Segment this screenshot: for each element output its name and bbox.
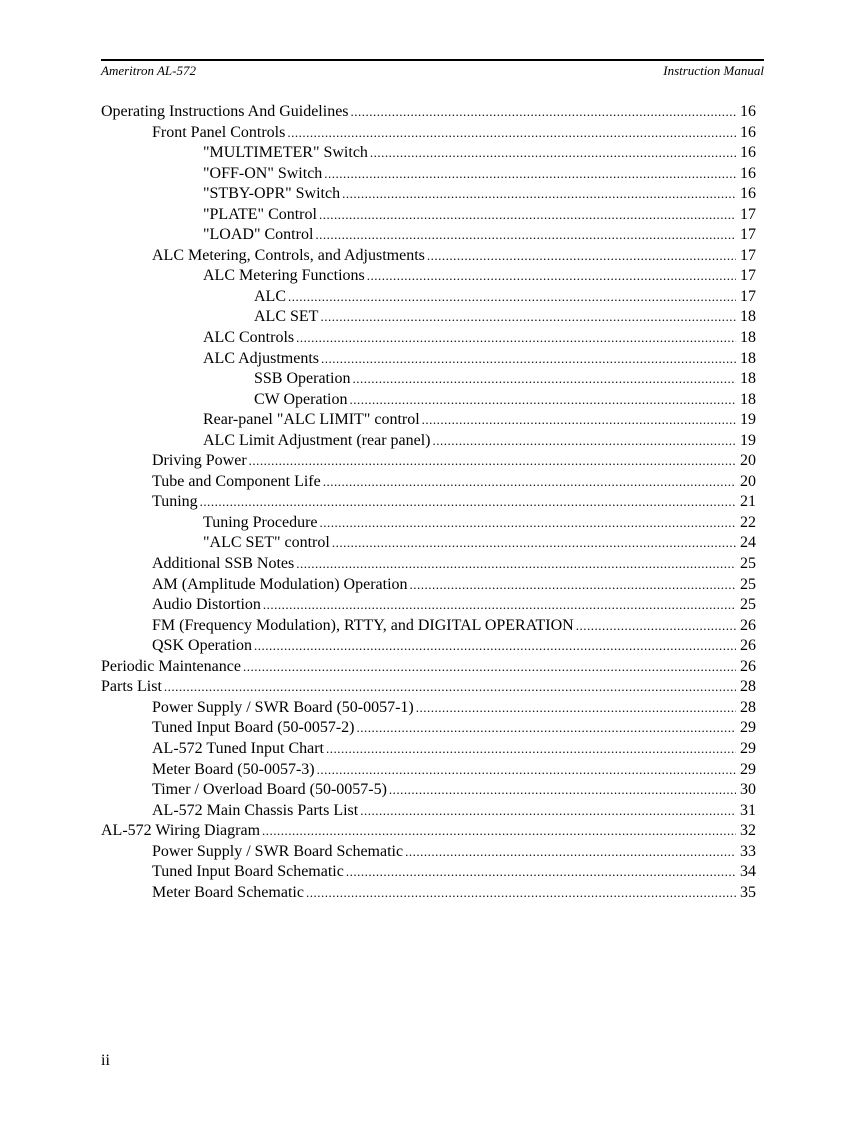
toc-entry[interactable]: [101, 266, 756, 287]
toc-dot-leader: [254, 636, 736, 657]
toc-dot-leader: [416, 698, 736, 719]
toc-dot-leader: [315, 225, 736, 246]
toc-entry-page: 21: [740, 493, 756, 511]
toc-entry-title: Driving Power: [152, 451, 247, 472]
toc-entry-page: 16: [740, 144, 756, 162]
toc-dot-leader: [320, 513, 736, 534]
toc-dot-leader: [306, 883, 736, 904]
toc-entry-title: Audio Distortion: [152, 595, 261, 616]
toc-entry[interactable]: [101, 677, 756, 698]
toc-entry[interactable]: [101, 862, 756, 883]
toc-entry-page: 30: [740, 781, 756, 799]
toc-entry-title: SSB Operation: [254, 369, 350, 390]
toc-entry-title: "ALC SET" control: [203, 533, 330, 554]
toc-entry-page: 16: [740, 164, 756, 182]
toc-entry-page: 35: [740, 883, 756, 901]
toc-dot-leader: [296, 328, 736, 349]
toc-entry[interactable]: [101, 307, 756, 328]
toc-entry[interactable]: [101, 225, 756, 246]
toc-entry-page: 33: [740, 842, 756, 860]
toc-entry-title: Meter Board Schematic: [152, 883, 304, 904]
toc-dot-leader: [422, 410, 736, 431]
toc-entry-page: 18: [740, 390, 756, 408]
toc-dot-leader: [389, 780, 736, 801]
toc-entry[interactable]: [101, 821, 756, 842]
toc-entry[interactable]: [101, 513, 756, 534]
toc-entry[interactable]: [101, 143, 756, 164]
toc-dot-leader: [320, 307, 736, 328]
toc-entry-page: 25: [740, 596, 756, 614]
toc-entry-title: CW Operation: [254, 390, 347, 411]
toc-entry-title: Tuned Input Board Schematic: [152, 862, 344, 883]
toc-entry-title: Power Supply / SWR Board Schematic: [152, 842, 403, 863]
toc-entry-page: 26: [740, 616, 756, 634]
toc-entry-page: 19: [740, 411, 756, 429]
toc-entry-title: ALC: [254, 287, 286, 308]
toc-dot-leader: [287, 123, 736, 144]
toc-dot-leader: [249, 451, 736, 472]
toc-entry[interactable]: [101, 801, 756, 822]
toc-entry-page: 22: [740, 513, 756, 531]
toc-entry-page: 17: [740, 267, 756, 285]
toc-entry[interactable]: [101, 390, 756, 411]
toc-entry-page: 29: [740, 719, 756, 737]
toc-entry[interactable]: [101, 184, 756, 205]
toc-dot-leader: [332, 533, 736, 554]
toc-entry-page: 26: [740, 637, 756, 655]
toc-entry-title: Timer / Overload Board (50-0057-5): [152, 780, 387, 801]
toc-entry-page: 25: [740, 555, 756, 573]
toc-entry-title: "LOAD" Control: [203, 225, 313, 246]
toc-dot-leader: [319, 205, 736, 226]
toc-entry-title: Additional SSB Notes: [152, 554, 294, 575]
toc-entry-title: "OFF-ON" Switch: [203, 164, 322, 185]
toc-dot-leader: [324, 164, 736, 185]
toc-entry-page: 31: [740, 801, 756, 819]
toc-entry[interactable]: [101, 760, 756, 781]
toc-entry-page: 18: [740, 329, 756, 347]
toc-dot-leader: [323, 472, 736, 493]
header-title-right: Instruction Manual: [663, 63, 764, 78]
toc-dot-leader: [200, 492, 736, 513]
toc-entry[interactable]: [101, 205, 756, 226]
toc-entry-title: "MULTIMETER" Switch: [203, 143, 368, 164]
toc-entry-title: "PLATE" Control: [203, 205, 317, 226]
toc-entry-page: 18: [740, 370, 756, 388]
toc-entry[interactable]: [101, 718, 756, 739]
toc-entry-title: Tuned Input Board (50-0057-2): [152, 718, 355, 739]
toc-entry-title: FM (Frequency Modulation), RTTY, and DIGITAL OPERATION: [152, 616, 574, 637]
toc-entry-title: "STBY-OPR" Switch: [203, 184, 340, 205]
toc-dot-leader: [427, 246, 736, 267]
toc-entry[interactable]: [101, 492, 756, 513]
toc-entry-page: 17: [740, 246, 756, 264]
toc-dot-leader: [576, 616, 736, 637]
header-rule: [101, 59, 764, 61]
toc-entry[interactable]: [101, 657, 756, 678]
toc-entry-page: 34: [740, 863, 756, 881]
toc-dot-leader: [410, 575, 736, 596]
toc-entry-title: ALC Adjustments: [203, 349, 319, 370]
toc-entry-title: Tube and Component Life: [152, 472, 321, 493]
toc-entry-page: 17: [740, 287, 756, 305]
toc-entry-title: AL-572 Main Chassis Parts List: [152, 801, 358, 822]
toc-entry-page: 16: [740, 123, 756, 141]
toc-entry[interactable]: [101, 246, 756, 267]
toc-entry[interactable]: [101, 883, 756, 904]
toc-dot-leader: [164, 677, 736, 698]
toc-dot-leader: [326, 739, 736, 760]
toc-entry-title: ALC Controls: [203, 328, 294, 349]
page-number: ii: [101, 1052, 110, 1069]
toc-entry-title: Operating Instructions And Guidelines: [101, 102, 349, 123]
toc-entry[interactable]: [101, 842, 756, 863]
toc-dot-leader: [433, 431, 737, 452]
toc-entry-page: 18: [740, 349, 756, 367]
toc-entry[interactable]: [101, 780, 756, 801]
toc-entry[interactable]: [101, 369, 756, 390]
toc-entry-title: AL-572 Wiring Diagram: [101, 821, 260, 842]
toc-entry[interactable]: [101, 636, 756, 657]
toc-dot-leader: [370, 143, 736, 164]
toc-entry[interactable]: [101, 102, 756, 123]
toc-entry[interactable]: [101, 616, 756, 637]
header-title-left: Ameritron AL-572: [101, 63, 196, 78]
toc-entry-page: 16: [740, 185, 756, 203]
toc-entry[interactable]: [101, 328, 756, 349]
toc-entry[interactable]: [101, 472, 756, 493]
toc-entry-page: 17: [740, 226, 756, 244]
table-of-contents: [101, 102, 756, 903]
toc-entry-title: Tuning: [152, 492, 198, 513]
toc-dot-leader: [263, 595, 736, 616]
toc-entry[interactable]: [101, 698, 756, 719]
toc-entry[interactable]: [101, 739, 756, 760]
toc-entry-title: Power Supply / SWR Board (50-0057-1): [152, 698, 414, 719]
toc-entry-page: 28: [740, 678, 756, 696]
toc-entry[interactable]: [101, 451, 756, 472]
toc-dot-leader: [296, 554, 736, 575]
toc-entry-title: AM (Amplitude Modulation) Operation: [152, 575, 408, 596]
toc-entry-title: Rear-panel "ALC LIMIT" control: [203, 410, 420, 431]
toc-entry[interactable]: [101, 595, 756, 616]
toc-entry-page: 29: [740, 760, 756, 778]
toc-entry[interactable]: [101, 123, 756, 144]
toc-entry-title: Front Panel Controls: [152, 123, 285, 144]
toc-entry[interactable]: [101, 164, 756, 185]
toc-entry-page: 32: [740, 822, 756, 840]
toc-entry-page: 16: [740, 103, 756, 120]
toc-dot-leader: [360, 801, 736, 822]
toc-entry-title: Meter Board (50-0057-3): [152, 760, 315, 781]
page-header: [101, 62, 764, 80]
toc-entry-page: 19: [740, 431, 756, 449]
toc-entry[interactable]: [101, 287, 756, 308]
toc-entry-page: 29: [740, 739, 756, 757]
toc-dot-leader: [262, 821, 736, 842]
toc-entry-title: ALC Limit Adjustment (rear panel): [203, 431, 431, 452]
toc-entry-title: Tuning Procedure: [203, 513, 318, 534]
toc-entry-title: ALC Metering, Controls, and Adjustments: [152, 246, 425, 267]
toc-entry-title: Periodic Maintenance: [101, 657, 241, 678]
toc-dot-leader: [357, 718, 737, 739]
toc-entry-title: QSK Operation: [152, 636, 252, 657]
toc-dot-leader: [349, 390, 736, 411]
toc-entry[interactable]: [101, 554, 756, 575]
toc-dot-leader: [346, 862, 736, 883]
toc-entry-page: 18: [740, 308, 756, 326]
toc-entry-page: 17: [740, 205, 756, 223]
toc-dot-leader: [351, 102, 736, 123]
toc-dot-leader: [405, 842, 736, 863]
toc-entry[interactable]: [101, 533, 756, 554]
toc-entry[interactable]: [101, 349, 756, 370]
toc-entry-title: Parts List: [101, 677, 162, 698]
toc-dot-leader: [288, 287, 736, 308]
toc-dot-leader: [243, 657, 736, 678]
toc-dot-leader: [352, 369, 736, 390]
toc-entry-page: 24: [740, 534, 756, 552]
toc-dot-leader: [367, 266, 736, 287]
toc-entry[interactable]: [101, 431, 756, 452]
toc-dot-leader: [321, 349, 736, 370]
toc-entry-title: AL-572 Tuned Input Chart: [152, 739, 324, 760]
toc-dot-leader: [342, 184, 736, 205]
toc-entry-page: 20: [740, 472, 756, 490]
toc-entry-page: 20: [740, 452, 756, 470]
toc-entry-page: 25: [740, 575, 756, 593]
toc-entry-page: 28: [740, 698, 756, 716]
toc-entry-title: ALC SET: [254, 307, 318, 328]
toc-entry[interactable]: [101, 410, 756, 431]
toc-entry[interactable]: [101, 575, 756, 596]
toc-dot-leader: [317, 760, 736, 781]
toc-entry-title: ALC Metering Functions: [203, 266, 365, 287]
toc-entry-page: 26: [740, 657, 756, 675]
